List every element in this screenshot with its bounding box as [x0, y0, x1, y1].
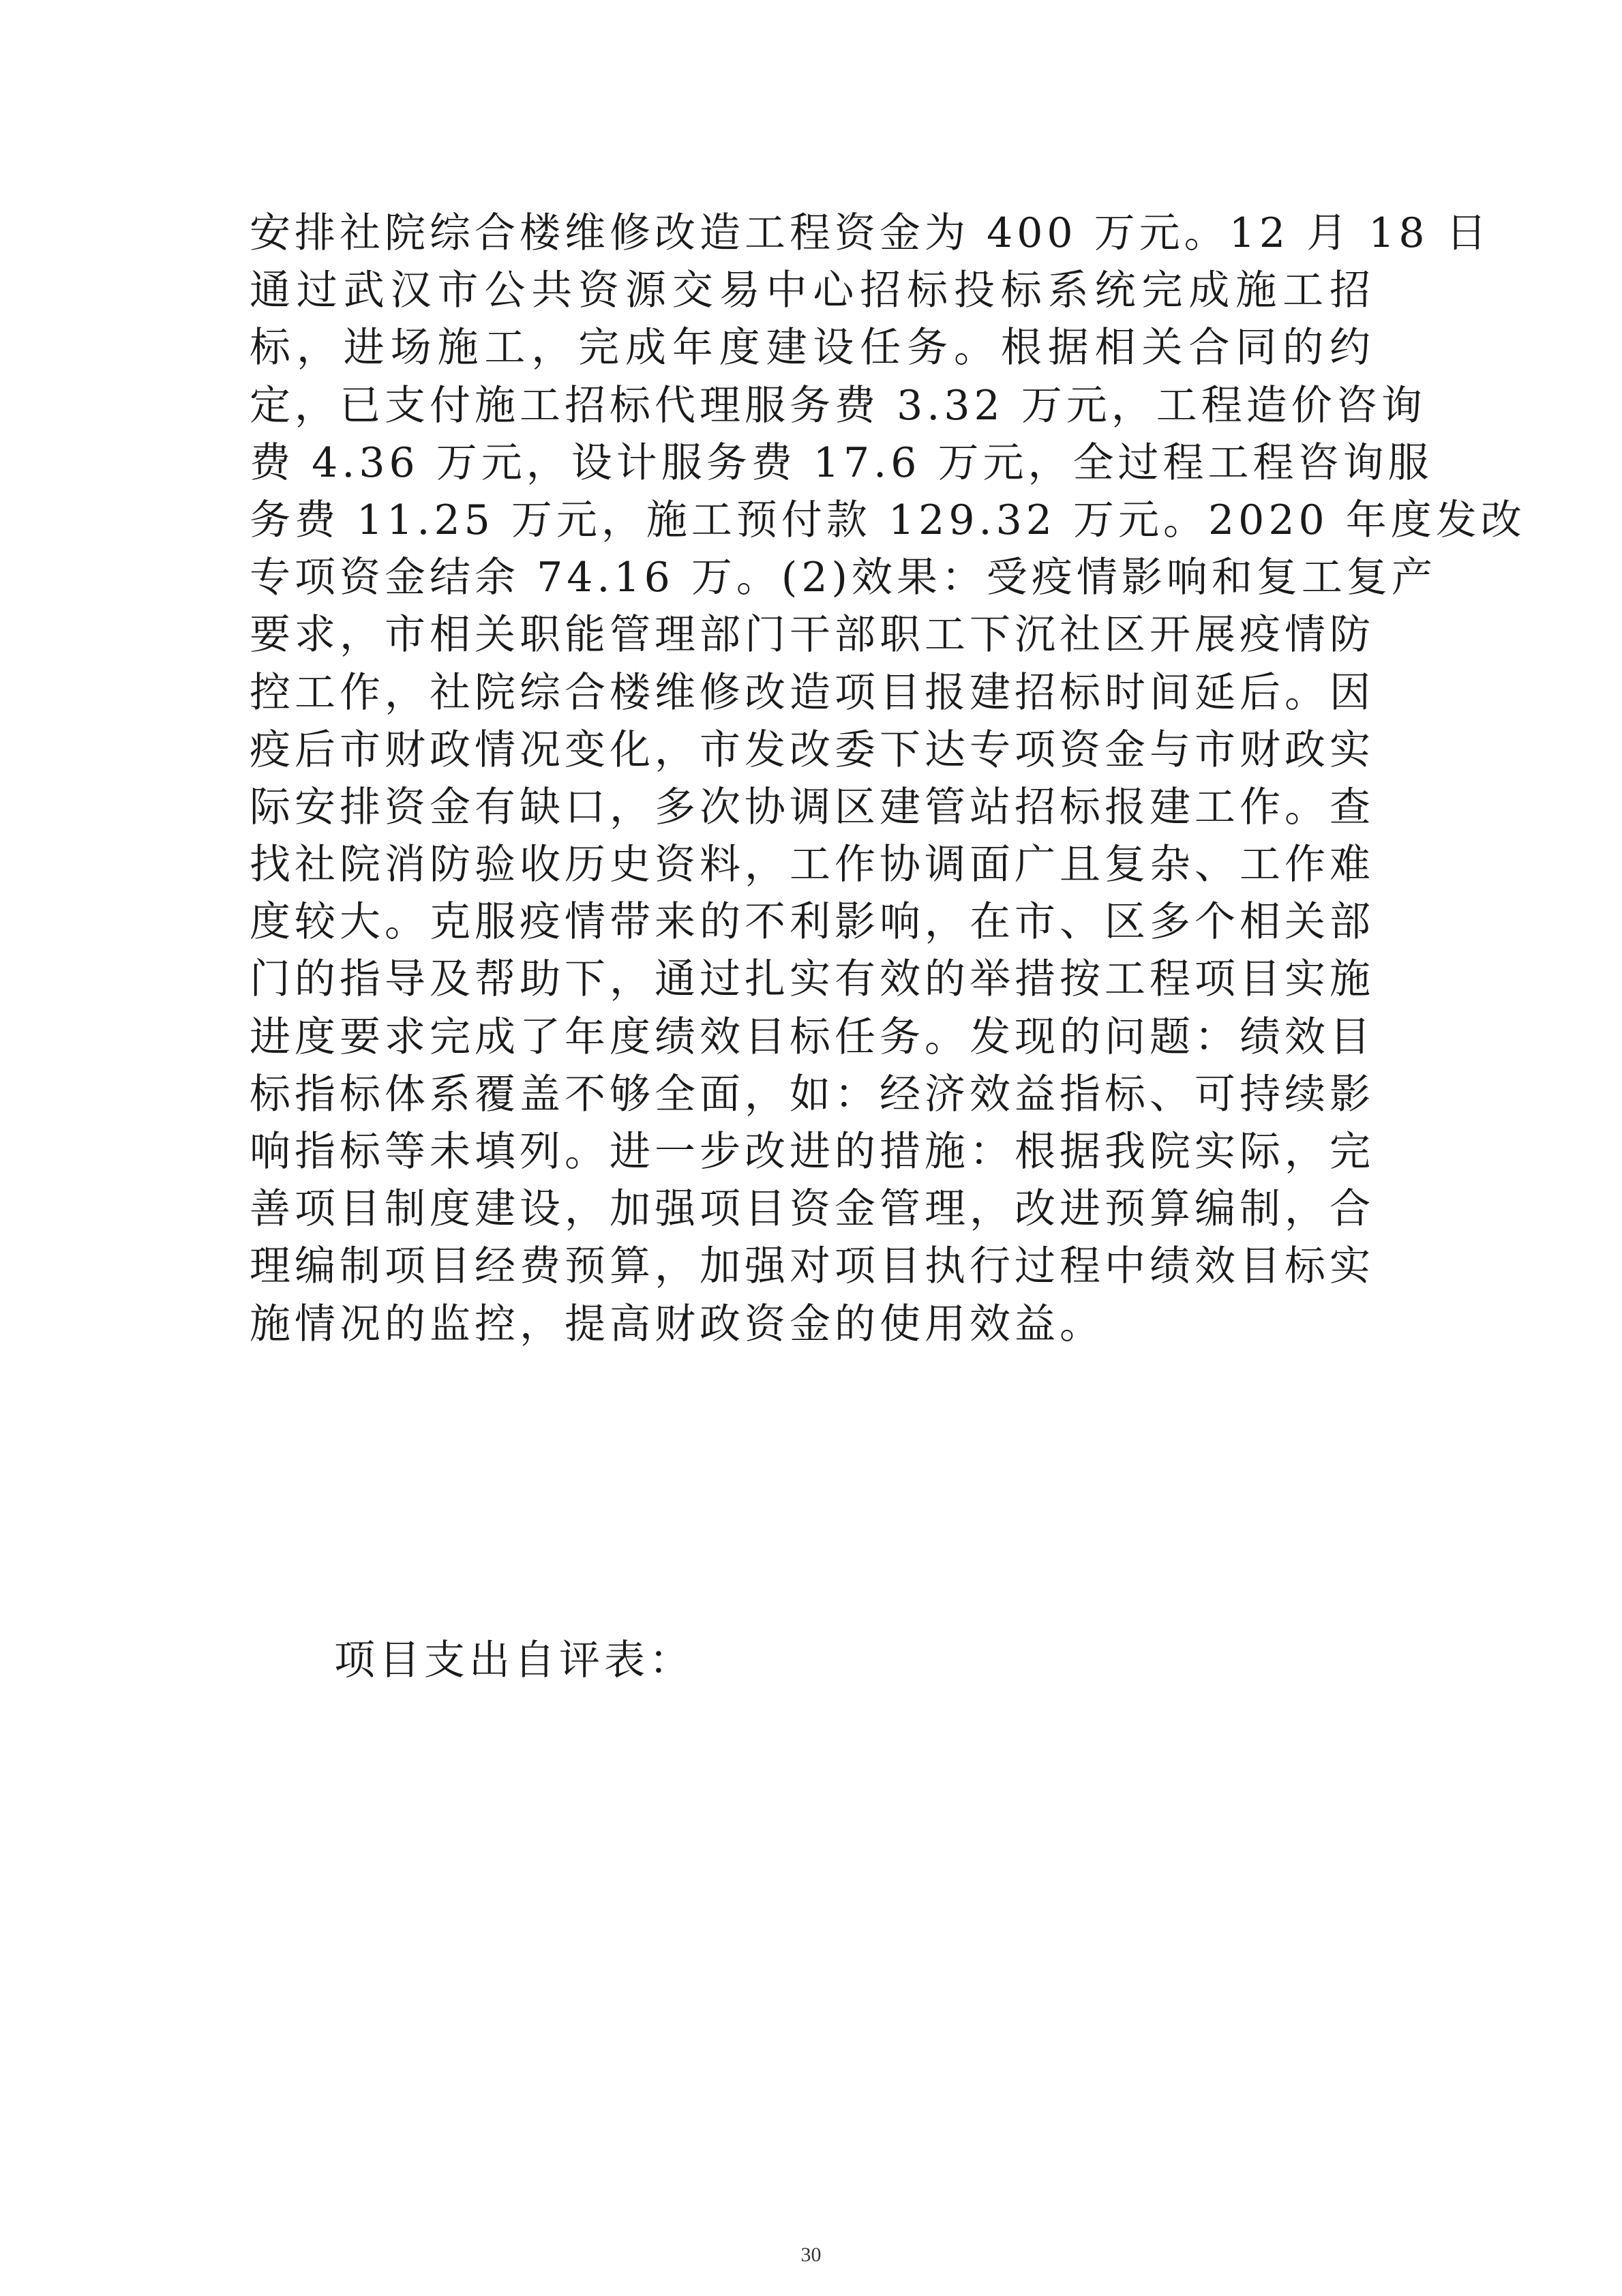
paragraph-line: 控工作，社院综合楼维修改造项目报建招标时间延后。因	[250, 668, 1375, 717]
page-number: 30	[800, 2243, 822, 2266]
paragraph-line: 际安排资金有缺口，多次协调区建管站招标报建工作。查	[250, 783, 1375, 831]
paragraph-line: 门的指导及帮助下，通过扎实有效的举措按工程项目实施	[250, 955, 1375, 1004]
paragraph-line: 标，进场施工，完成年度建设任务。根据相关合同的约	[250, 324, 1375, 372]
paragraph-line: 标指标体系覆盖不够全面，如：经济效益指标、可持续影	[250, 1070, 1375, 1118]
paragraph-line: 理编制项目经费预算，加强对项目执行过程中绩效目标实	[250, 1242, 1375, 1291]
paragraph-line: 要求，市相关职能管理部门干部职工下沉社区开展疫情防	[250, 611, 1375, 659]
paragraph-line: 善项目制度建设，加强项目资金管理，改进预算编制，合	[250, 1185, 1375, 1234]
paragraph-line: 通过武汉市公共资源交易中心招标投标系统完成施工招	[250, 267, 1375, 315]
section-heading: 项目支出自评表：	[334, 1637, 694, 1684]
paragraph-line: 响指标等未填列。进一步改进的措施：根据我院实际，完	[250, 1128, 1375, 1176]
paragraph-line: 施情况的监控，提高财政资金的使用效益。	[250, 1300, 1105, 1348]
paragraph-line: 度较大。克服疫情带来的不利影响，在市、区多个相关部	[250, 898, 1375, 946]
paragraph-line: 进度要求完成了年度绩效目标任务。发现的问题：绩效目	[250, 1013, 1375, 1061]
paragraph-line: 定，已支付施工招标代理服务费 3.32 万元，工程造价咨询	[250, 381, 1426, 430]
paragraph-line: 找社院消防验收历史资料，工作协调面广且复杂、工作难	[250, 841, 1375, 889]
paragraph-line: 安排社院综合楼维修改造工程资金为 400 万元。12 月 18 日	[250, 209, 1491, 257]
paragraph-line: 疫后市财政情况变化，市发改委下达专项资金与市财政实	[250, 726, 1375, 774]
body-paragraph	[250, 205, 1526, 1353]
paragraph-line: 务费 11.25 万元，施工预付款 129.32 万元。2020 年度发改	[250, 496, 1526, 544]
paragraph-line: 专项资金结余 74.16 万。(2)效果：受疫情影响和复工复产	[250, 554, 1437, 602]
paragraph-line: 费 4.36 万元，设计服务费 17.6 万元，全过程工程咨询服	[250, 438, 1433, 487]
